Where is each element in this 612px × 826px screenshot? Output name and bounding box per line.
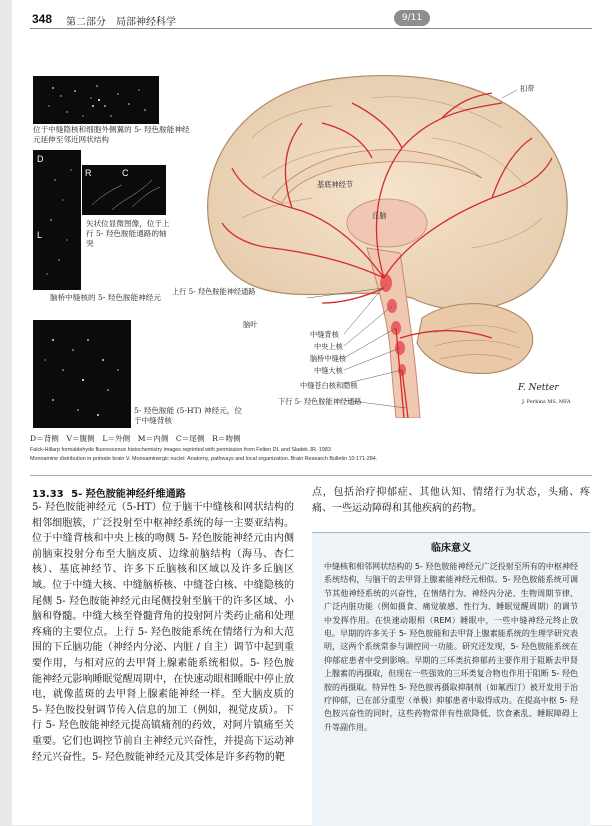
panel-letter-d: D [37,154,44,164]
label-basal-forebrain: 基底神经节 [317,180,353,189]
micrograph-axons-sagittal [33,150,81,290]
label-raphe-pallidus: 中缝苍白核和隐核 [300,381,358,390]
figure-credit-line-1: Falck-Hillarp formaldehyde fluorescence histochemistry images reprinted with permission from Felten DL and Sladek JR. 1983 [30,447,331,453]
label-cingulum: 扣带 [520,84,535,93]
thalamus-shape [347,199,427,247]
label-central-superior: 中央上核 [314,342,343,351]
section-title: 5- 羟色胺能神经纤维通路 [71,489,186,500]
section-number: 13.33 [32,489,64,500]
clinical-title: 临床意义 [431,543,471,554]
figure-divider [30,475,592,476]
micrograph-dorsal-raphe [33,320,131,428]
panel-letter-c: C [122,168,129,178]
label-cerebellum: 脑叶 [243,320,258,329]
label-descending-pathway: 下行 5- 羟色胺能神经通路 [278,397,362,406]
label-pontine-raphe: 脑桥中缝核 [310,354,346,363]
body-text-right: 点，包括治疗抑郁症、其他认知、情绪行为状态，头痛、疼痛、一些运动障碍和其他疾病的药物。 [312,487,590,514]
micrograph-caption-1: 位于中缝隐核和细胞外侧翼的 5- 羟色胺能神经元延伸至邻近网状结构 [33,125,190,144]
label-dorsal-raphe: 中缝背核 [310,330,339,339]
running-head: 第二部分 局部神经科学 [66,17,176,28]
clinical-significance-box [312,532,590,826]
brain-pathway-illustration [172,48,592,418]
page-indicator: 9/11 [394,10,430,26]
micrograph-caption-4: 5- 羟色胺能 (5-HT) 神经元，位于中缝背核 [134,406,242,425]
micrograph-raphe-lateral [33,76,159,124]
artist-signature-sub: J. Perkins MS, MFA [522,399,571,405]
body-text-left: 5- 羟色胺能神经元（5-HT）位于脑干中缝核和网状结构的相邻细胞簇，广泛投射至中枢神经系统的每一主要亚结构。位于中缝背核和中央上核的吻侧 5- 羟色胺能神经元由内侧前脑束投射分布至大脑皮质、边缘前脑结构（海马、杏仁核）、基底神经节、许多下丘脑核和区域以及许多丘脑区域。位于中缝大核、中缝脑桥核、中缝苍白核、中缝隐核的尾侧 5- 羟色胺能神经元由尾侧投射至脑干的许多区域、小脑和脊髓。中缝大核至脊髓背角的投射阿片类药止痛和处理疼痛的主要位点。上行 5- 羟色胺能系统在情绪行为和大范围的下丘脑功能（神经内分泌、内脏 / 自主）调节中起到重要作用，与相对应的去甲肾上腺素能系统相似。5- 羟色胺能神经元影响睡眠觉醒周期中，在快速动眼相睡眠中停止放电，就像蓝斑的去甲肾上腺素能神经一样。至大脑皮质的 5- 羟色胺投射调节传入信息的加工（例如，视觉皮质）。下行 5- 羟色胺能神经元提高镇痛剂的药效，对阿片镇痛至关重要。它们也调控节前自主神经元兴奋性，并提高下运动神经元兴奋性。5- 羟色胺能神经元及其受体是许多药物的靶 [32,502,294,763]
label-thalamus: 丘脑 [372,211,387,220]
header-divider [30,28,592,29]
label-raphe-magnus: 中缝大核 [314,366,343,375]
section-heading [32,485,186,500]
label-ascending-pathway: 上行 5- 羟色胺能神经通路 [172,287,256,296]
panel-letter-r: R [85,168,92,178]
panel-letter-l: L [37,230,43,240]
micrograph-caption-3: 脑桥中缝核的 5- 羟色胺能神经元 [50,293,161,302]
page-number: 348 [32,12,53,26]
clinical-text: 中缝核和相邻网状结构的 5- 羟色胺能神经元广泛投射至所有的中枢神经系统结构，与脑干的去甲肾上腺素能神经元相似。5- 羟色胺能系统可调节其他神经系统的兴奋性，在情绪行为、神经内分泌、生物周期节律、广泛内脏功能（例如摄食、痛觉敏感、性行为、睡眠觉醒周期）的调节中发挥作用。在快速动眼相（REM）睡眠中，一些中缝神经元终止放电。早期的许多关于 5- 羟色胺能和去甲肾上腺素能系统的生理学研究表明，这两个系统常参与调控同一功能。研究还发现，5- 羟色胺能系统在抑郁症患者中受到影响。早期的三环类抗抑郁药主要作用于阻断去甲肾上腺素的再摄取，但现在一些强效的三环类复合物也作用于阻断 5- 羟色胺的再摄取。特异性 5- 羟色胺再摄取抑制剂（如氟西汀）被开发用于治疗抑郁，已在部分重型（单极）抑郁患者中取得成功。在提高中枢 5- 羟色胺兴奋性的同时，这些药物常伴有性欲降低、饮食紊乱、睡眠障碍上升等副作用。 [324,562,578,732]
artist-signature: F. Netter [518,383,559,393]
micrograph-caption-2: 矢状位显微图像，位于上行 5- 羟色胺能通路的轴突 [86,219,170,248]
figure-legend: D＝背侧 V＝腹侧 L＝外侧 M＝内侧 C＝尾侧 R＝吻侧 [30,434,241,443]
micrograph-axons-detail [82,165,166,215]
cerebellum-shape [417,304,533,374]
figure-credit-line-2: Monoamine distribution in primate brain V. Monoaminergic nuclei: Anatomy, pathways and local organization. Brain Research Bulletin 10:171-284. [30,456,378,462]
